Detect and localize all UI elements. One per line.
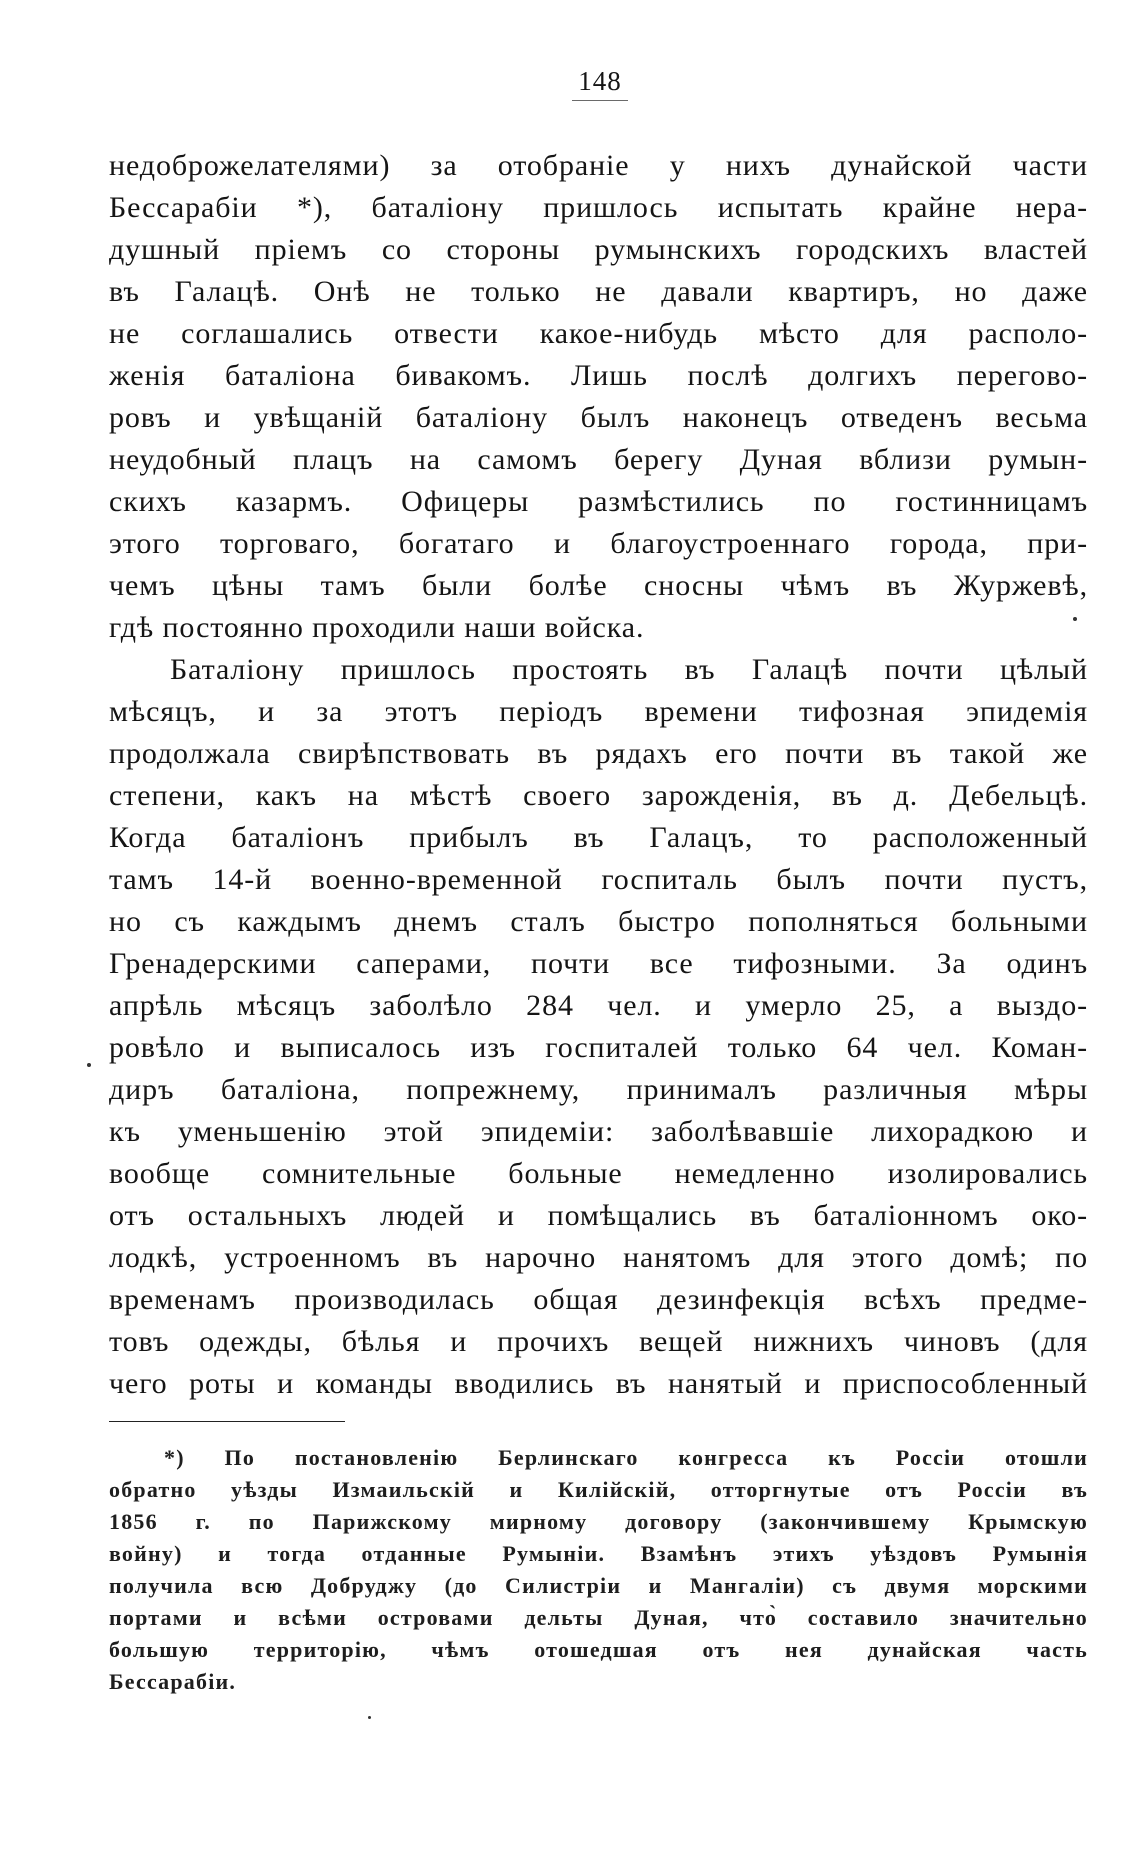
text-line: чемъ цѣны тамъ были болѣе сносны чѣмъ въ Журжевѣ, — [109, 569, 1088, 602]
scan-speck — [87, 1063, 91, 1067]
page-number: 148 — [572, 64, 628, 101]
text-line: товъ одежды, бѣлья и прочихъ вещей нижнихъ чиновъ (для — [109, 1325, 1088, 1358]
text-line: Баталіону пришлось простоять въ Галацѣ почти цѣлый — [170, 653, 1088, 686]
text-line: но съ каждымъ днемъ сталъ быстро пополняться больными — [109, 905, 1088, 938]
text-line: степени, какъ на мѣстѣ своего зарожденія, въ д. Дебельцѣ. — [109, 779, 1088, 812]
text-line: женія баталіона бивакомъ. Лишь послѣ долгихъ перегово- — [109, 359, 1088, 392]
text-line: къ уменьшенію этой эпидеміи: заболѣвавшіе лихорадкою и — [109, 1115, 1088, 1148]
text-line: отъ остальныхъ людей и помѣщались въ баталіонномъ око- — [109, 1199, 1088, 1232]
paragraph — [109, 649, 1088, 1405]
text-line: въ Галацѣ. Онѣ не только не давали квартиръ, но даже — [109, 275, 1088, 308]
footnote-line: портами и всѣми островами дельты Дуная, что̀ составило значительно — [109, 1605, 1088, 1630]
text-line: скихъ казармъ. Офицеры размѣстились по гостинницамъ — [109, 485, 1088, 518]
page-number-container — [558, 64, 642, 101]
text-line: недоброжелателями) за отобраніе у нихъ дунайской части — [109, 149, 1088, 182]
main-text — [109, 145, 1088, 1405]
footnote-line: обратно уѣзды Измаильскій и Килійскій, отторгнутые отъ Россіи въ — [109, 1477, 1088, 1502]
scan-speck — [368, 1716, 371, 1719]
text-line: Бессарабіи *), баталіону пришлось испытать крайне нера- — [109, 191, 1088, 224]
text-line: вообще сомнительные больные немедленно изолировались — [109, 1157, 1088, 1190]
footnote-line: большую территорію, чѣмъ отошедшая отъ нея дунайская часть — [109, 1637, 1088, 1662]
text-line: апрѣль мѣсяцъ заболѣло 284 чел. и умерло 25, а выздо- — [109, 989, 1088, 1022]
footnote-line: получила всю Добруджу (до Силистріи и Мангаліи) съ двумя морскими — [109, 1573, 1088, 1598]
text-line: ровъ и увѣщаній баталіону былъ наконецъ отведенъ весьма — [109, 401, 1088, 434]
footnote-line: Бессарабіи. — [109, 1669, 237, 1694]
footnote-divider — [109, 1421, 345, 1422]
footnote-line: *) По постановленію Берлинскаго конгресса къ Россіи отошли — [164, 1445, 1088, 1470]
text-line: чего роты и команды вводились въ нанятый и приспособленный — [109, 1367, 1088, 1400]
text-line: не соглашались отвести какое-нибудь мѣсто для располо- — [109, 317, 1088, 350]
text-line: тамъ 14-й военно-временной госпиталь былъ почти пустъ, — [109, 863, 1088, 896]
text-line: временамъ производилась общая дезинфекція всѣхъ предме- — [109, 1283, 1088, 1316]
footnote-line: 1856 г. по Парижскому мирному договору (закончившему Крымскую — [109, 1509, 1088, 1534]
text-line: этого торговаго, богатаго и благоустроеннаго города, при- — [109, 527, 1088, 560]
footnote — [109, 1442, 1088, 1698]
footnote-line: войну) и тогда отданные Румыніи. Взамѣнъ этихъ уѣздовъ Румынія — [109, 1541, 1088, 1566]
text-line: душный пріемъ со стороны румынскихъ городскихъ властей — [109, 233, 1088, 266]
paragraph — [109, 145, 1088, 649]
text-line: ровѣло и выписалось изъ госпиталей только 64 чел. Коман- — [109, 1031, 1088, 1064]
text-line: мѣсяцъ, и за этотъ періодъ времени тифозная эпидемія — [109, 695, 1088, 728]
text-line: диръ баталіона, попрежнему, принималъ различныя мѣры — [109, 1073, 1088, 1106]
text-line: неудобный плацъ на самомъ берегу Дуная вблизи румын- — [109, 443, 1088, 476]
text-line: Когда баталіонъ прибылъ въ Галацъ, то расположенный — [109, 821, 1088, 854]
scan-speck — [1073, 617, 1077, 621]
text-line: продолжала свирѣпствовать въ рядахъ его почти въ такой же — [109, 737, 1088, 770]
text-line: гдѣ постоянно проходили наши войска. — [109, 611, 645, 644]
text-line: лодкѣ, устроенномъ въ нарочно нанятомъ для этого домѣ; по — [109, 1241, 1088, 1274]
text-line: Гренадерскими саперами, почти все тифозными. За одинъ — [109, 947, 1088, 980]
